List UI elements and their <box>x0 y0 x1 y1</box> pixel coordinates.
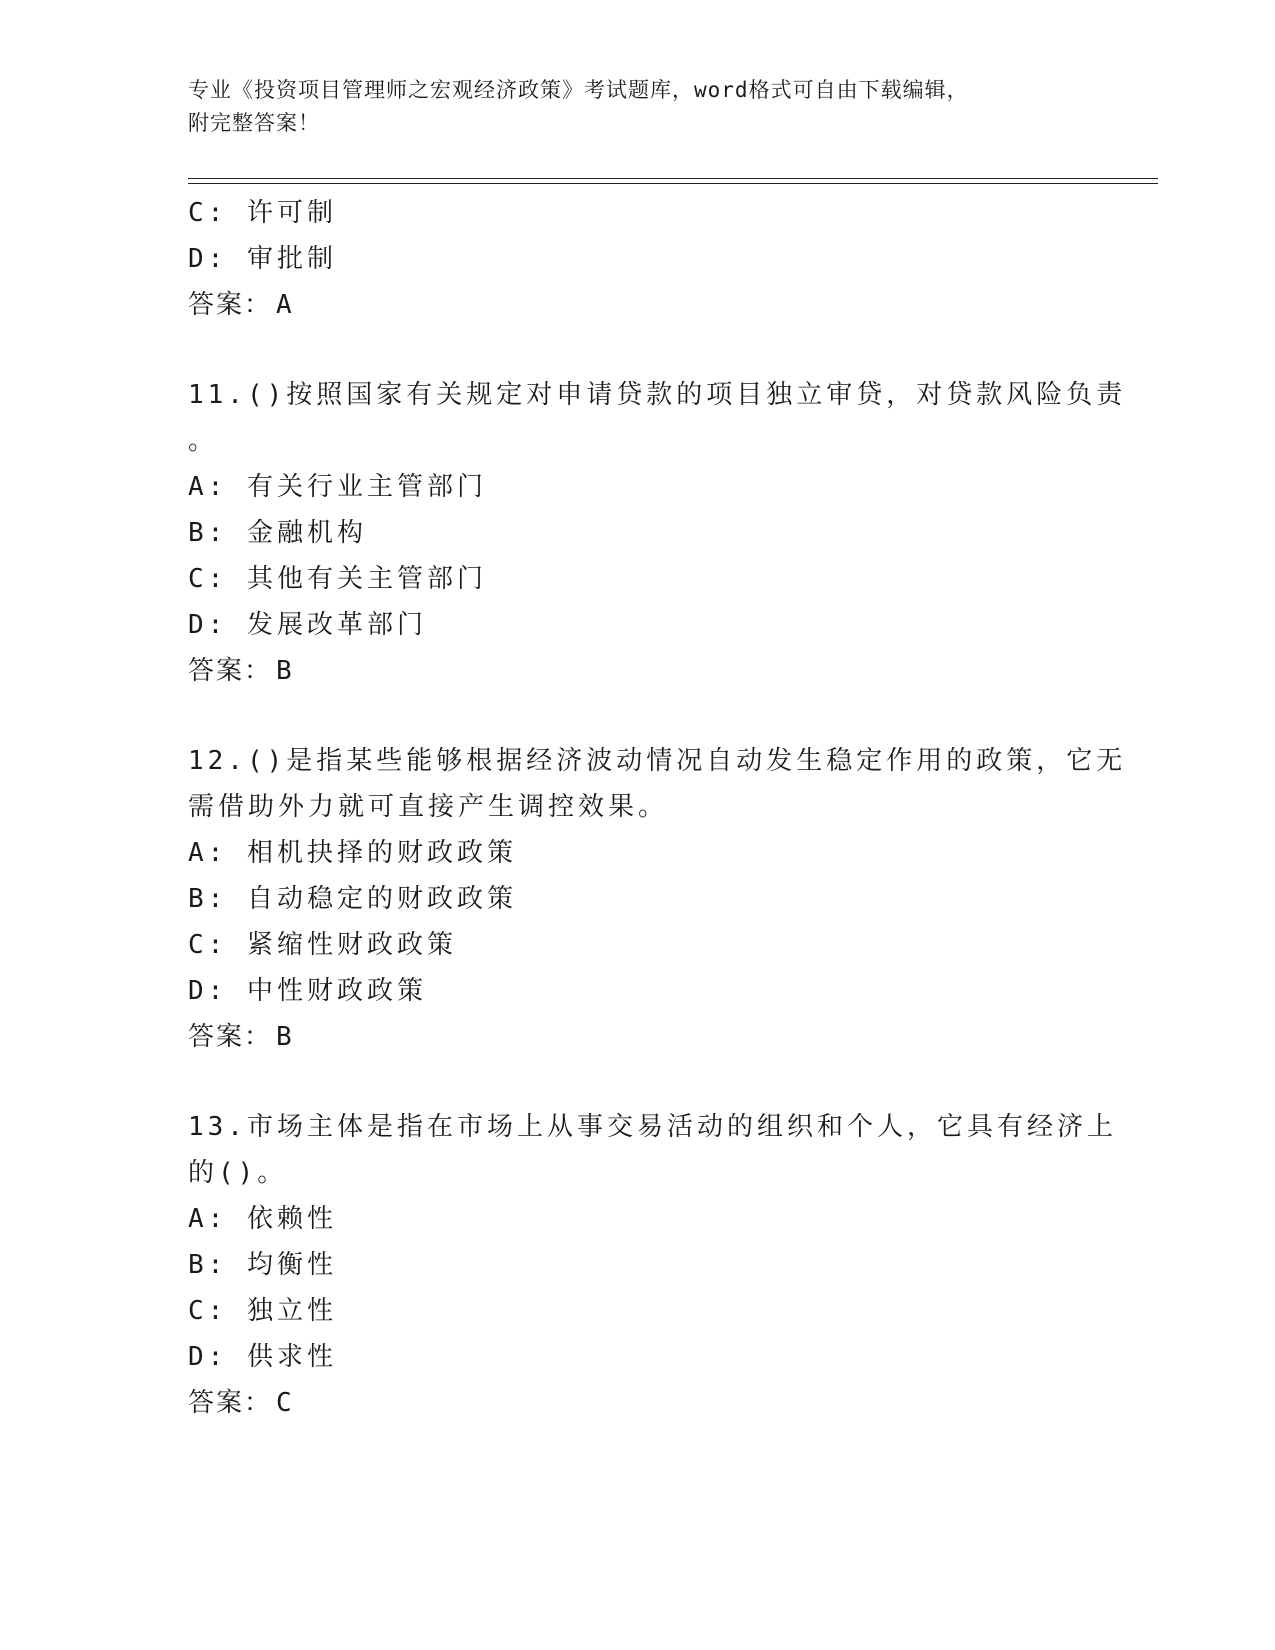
option-text: 均衡性 <box>246 1250 337 1280</box>
option-b <box>188 510 1088 556</box>
option-b <box>188 1242 1088 1288</box>
option-label: C: <box>188 930 228 960</box>
option-text: 供求性 <box>246 1342 337 1372</box>
question-12 <box>188 738 1127 1060</box>
question-text-line-1 <box>188 372 1127 418</box>
option-text: 发展改革部门 <box>246 610 427 640</box>
answer-label: 答案： <box>188 656 273 686</box>
option-a <box>188 830 1088 876</box>
header-line-1: 专业《投资项目管理师之宏观经济政策》考试题库，word格式可自由下载编辑， <box>188 78 969 102</box>
option-text: 有关行业主管部门 <box>246 472 487 502</box>
option-label: C: <box>188 1296 228 1326</box>
question-number: 13. <box>188 1112 247 1142</box>
option-a <box>188 464 1088 510</box>
question-text: ()按照国家有关规定对申请贷款的项目独立审贷，对贷款风险负责 <box>246 380 1127 410</box>
option-label: B: <box>188 1250 228 1280</box>
answer-value: B <box>276 1022 294 1052</box>
option-text: 自动稳定的财政政策 <box>246 884 517 914</box>
question-text-line-2: 的()。 <box>188 1158 288 1188</box>
answer-line <box>188 282 1088 328</box>
option-text: 紧缩性财政政策 <box>246 930 457 960</box>
option-a <box>188 1196 1088 1242</box>
carryover-block <box>188 190 1088 328</box>
question-number: 12. <box>188 746 247 776</box>
option-text: 相机抉择的财政政策 <box>246 838 517 868</box>
answer-label: 答案： <box>188 1388 273 1418</box>
option-label: B: <box>188 518 228 548</box>
answer-line <box>188 1014 1088 1060</box>
option-d <box>188 602 1088 648</box>
option-label: D: <box>188 244 228 274</box>
answer-value: C <box>276 1388 294 1418</box>
option-text: 中性财政政策 <box>246 976 427 1006</box>
header-divider-top <box>188 178 1158 179</box>
answer-value: A <box>276 290 294 320</box>
question-text-line-1 <box>188 738 1127 784</box>
document-header <box>188 74 1068 140</box>
question-number: 11. <box>188 380 247 410</box>
option-text: 依赖性 <box>246 1204 337 1234</box>
option-text: 独立性 <box>246 1296 337 1326</box>
option-label: A: <box>188 1204 228 1234</box>
option-label: D: <box>188 976 228 1006</box>
question-11 <box>188 372 1127 694</box>
option-c <box>188 922 1088 968</box>
option-c <box>188 1288 1088 1334</box>
question-text: ()是指某些能够根据经济波动情况自动发生稳定作用的政策，它无 <box>246 746 1127 776</box>
option-d <box>188 236 1088 282</box>
option-label: A: <box>188 472 228 502</box>
option-text: 其他有关主管部门 <box>246 564 487 594</box>
option-d <box>188 968 1088 1014</box>
question-text-line-2: 需借助外力就可直接产生调控效果。 <box>188 792 669 822</box>
answer-value: B <box>276 656 294 686</box>
option-c <box>188 190 1088 236</box>
option-text: 审批制 <box>246 244 337 274</box>
header-divider-bottom <box>188 183 1158 184</box>
option-b <box>188 876 1088 922</box>
answer-line <box>188 1380 1088 1426</box>
question-text-line-2: 。 <box>188 426 219 456</box>
option-d <box>188 1334 1088 1380</box>
answer-label: 答案： <box>188 1022 273 1052</box>
option-label: D: <box>188 610 228 640</box>
option-label: B: <box>188 884 228 914</box>
option-text: 金融机构 <box>246 518 367 548</box>
header-line-2: 附完整答案！ <box>188 111 320 135</box>
question-list <box>188 190 1127 1426</box>
option-label: C: <box>188 198 228 228</box>
option-label: A: <box>188 838 228 868</box>
option-c <box>188 556 1088 602</box>
answer-label: 答案： <box>188 290 273 320</box>
answer-line <box>188 648 1088 694</box>
option-label: C: <box>188 564 228 594</box>
question-text-line-1 <box>188 1104 1117 1150</box>
question-13 <box>188 1104 1117 1426</box>
option-label: D: <box>188 1342 228 1372</box>
question-text: 市场主体是指在市场上从事交易活动的组织和个人，它具有经济上 <box>246 1112 1117 1142</box>
option-text: 许可制 <box>246 198 337 228</box>
